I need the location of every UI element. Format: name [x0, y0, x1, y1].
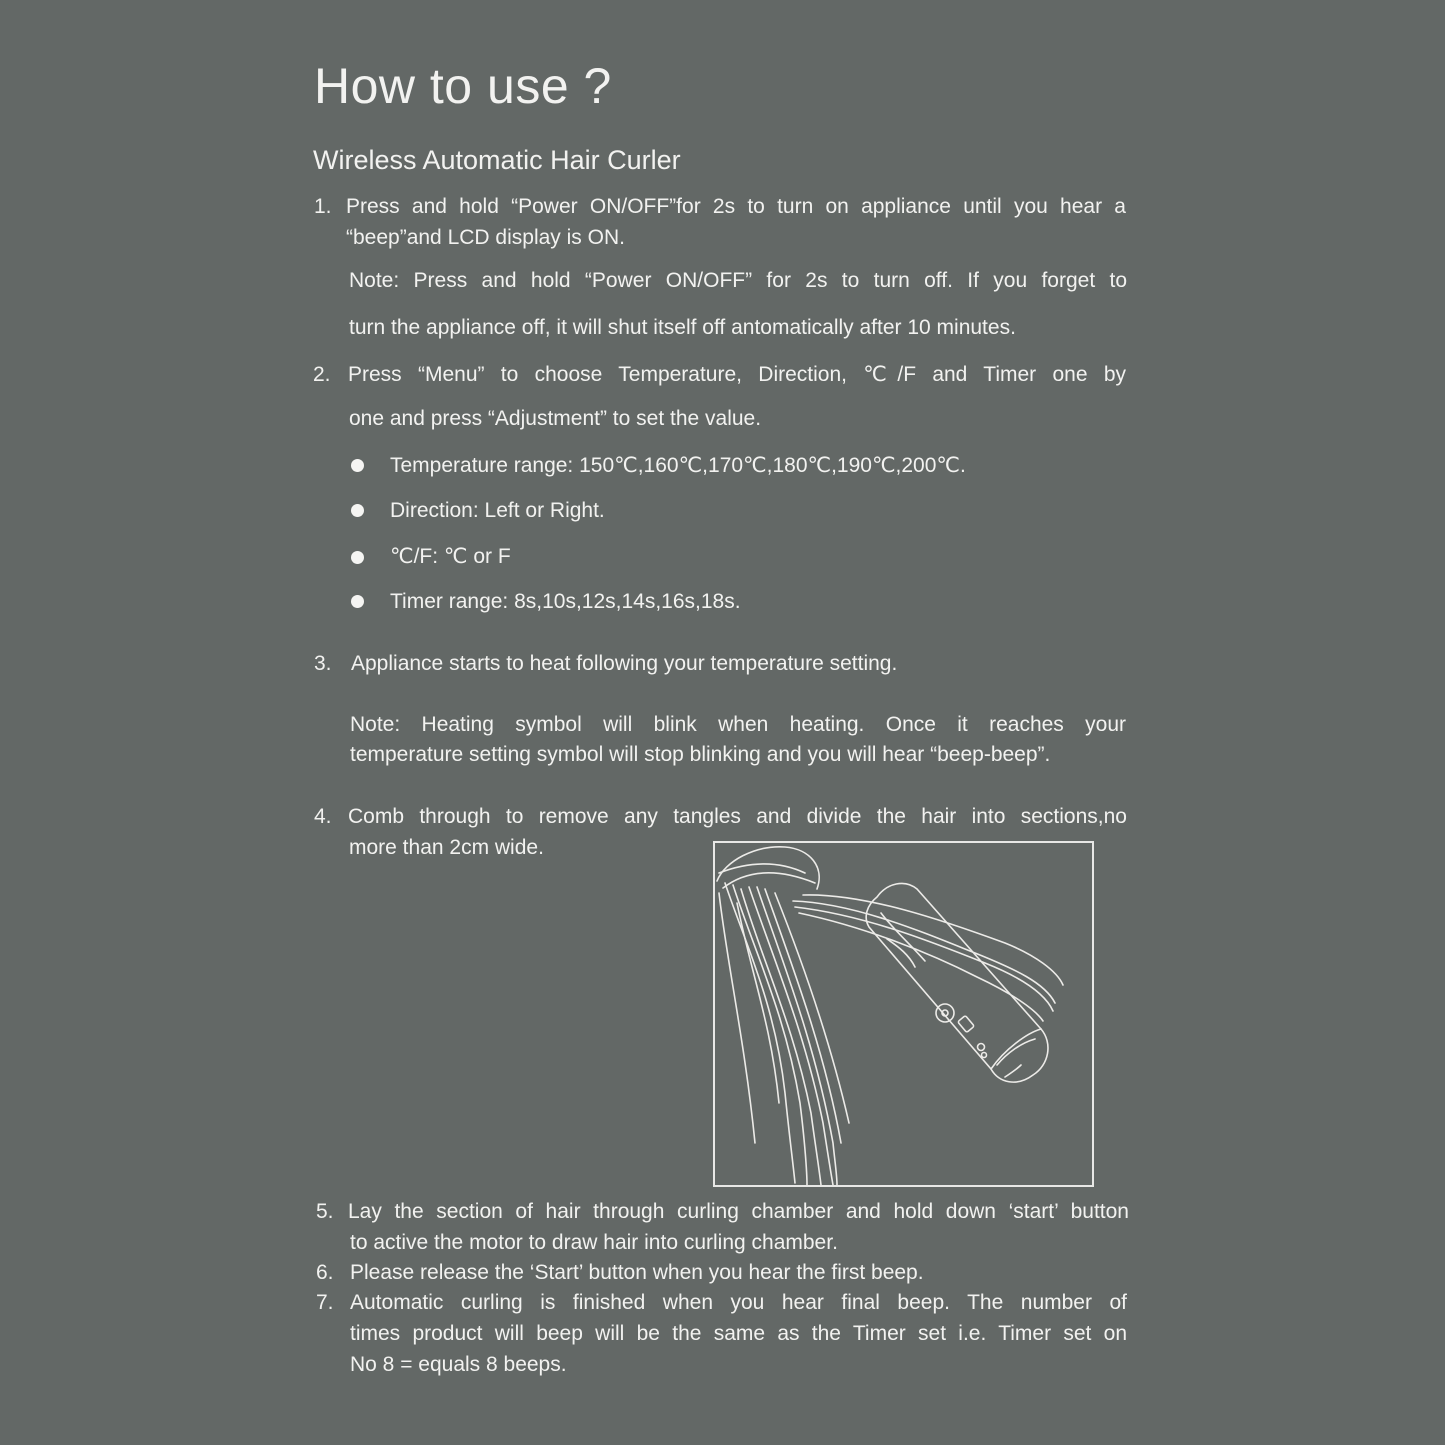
step-text: times product will beep will be the same as the Timer set i.e. Timer set on — [350, 1322, 1127, 1345]
step-text: Appliance starts to heat following your temperature setting. — [351, 652, 898, 675]
page-title: How to use ? — [314, 58, 612, 114]
curler-body — [866, 883, 1048, 1082]
bullet-text: Direction: Left or Right. — [390, 499, 605, 522]
display-icon — [958, 1015, 975, 1032]
step-text: “beep”and LCD display is ON. — [346, 226, 625, 249]
step-text: Press and hold “Power ON/OFF”for 2s to turn on appliance until you hear a — [346, 195, 1126, 218]
bullet-icon — [351, 459, 364, 472]
step-text: Automatic curling is finished when you hear final beep. The number of — [350, 1291, 1127, 1314]
step-number: 5. — [316, 1200, 334, 1223]
step-number: 1. — [314, 195, 332, 218]
step-number: 6. — [316, 1261, 334, 1284]
step-text: to active the motor to draw hair into curling chamber. — [350, 1231, 838, 1254]
bullet-icon — [351, 551, 364, 564]
page-subtitle: Wireless Automatic Hair Curler — [313, 145, 681, 175]
hair-curler-illustration — [713, 841, 1094, 1187]
step-text: more than 2cm wide. — [349, 836, 544, 859]
step-text: Press “Menu” to choose Temperature, Direction, ℃/F and Timer one by — [348, 363, 1126, 386]
step-text: one and press “Adjustment” to set the value. — [349, 407, 762, 430]
step-number: 3. — [314, 652, 332, 675]
bullet-icon — [351, 504, 364, 517]
note-text: Note: Heating symbol will blink when heating. Once it reaches your — [350, 713, 1126, 736]
bullet-text: ℃/F: ℃ or F — [390, 545, 511, 568]
note-text: turn the appliance off, it will shut itself off antomatically after 10 minutes. — [349, 316, 1016, 339]
bullet-text: Timer range: 8s,10s,12s,14s,16s,18s. — [390, 590, 741, 613]
step-number: 2. — [313, 363, 331, 386]
note-text: temperature setting symbol will stop blinking and you will hear “beep-beep”. — [350, 743, 1051, 766]
step-text: Please release the ‘Start’ button when you hear the first beep. — [350, 1261, 924, 1284]
bullet-text: Temperature range: 150℃,160℃,170℃,180℃,190℃,200℃. — [390, 454, 966, 477]
step-number: 4. — [314, 805, 332, 828]
hair-curler-drawing — [715, 843, 1092, 1185]
step-text: No 8 = equals 8 beeps. — [350, 1353, 567, 1376]
button-icon — [936, 1004, 954, 1022]
step-text: Comb through to remove any tangles and divide the hair into sections,no — [348, 805, 1127, 828]
note-text: Note: Press and hold “Power ON/OFF” for 2s to turn off. If you forget to — [349, 269, 1127, 292]
step-text: Lay the section of hair through curling chamber and hold down ‘start’ button — [348, 1200, 1129, 1223]
step-number: 7. — [316, 1291, 334, 1314]
bullet-icon — [351, 595, 364, 608]
